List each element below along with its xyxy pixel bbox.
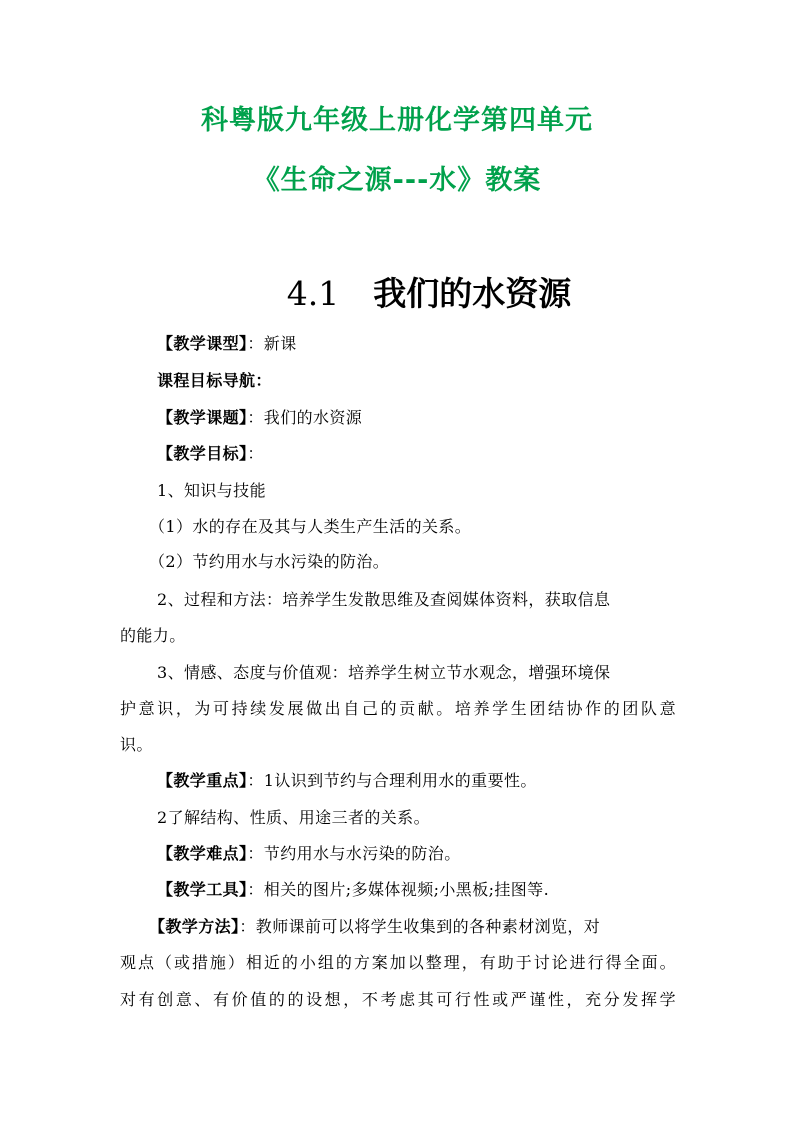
difficult-points-value: ：节约用水与水污染的防治。: [247, 844, 461, 863]
teaching-method-line1: ：教师课前可以将学生收集到的各种素材浏览，对: [239, 917, 601, 936]
teaching-tools: [157, 877, 549, 900]
section-title: 我们的水资源: [373, 274, 572, 313]
goal-1: 1、知识与技能: [157, 481, 266, 500]
teaching-tools-label: 【教学工具】: [157, 880, 248, 899]
teaching-method-line3: 对有创意、有价值的的设想，不考虑其可行性或严谨性，充分发挥学: [120, 990, 676, 1009]
section-number: 4.1: [286, 274, 340, 313]
teaching-tools-value: ：相关的图片;多媒体视频;小黑板;挂图等.: [247, 880, 550, 899]
document-title-line1: 科粤版九年级上册化学第四单元: [201, 105, 593, 136]
teaching-method-line2: 观点（或措施）相近的小组的方案加以整理，有助于讨论进行得全面。: [120, 953, 676, 972]
goal-1a: （1）水的存在及其与人类生产生活的关系。: [149, 517, 472, 536]
difficult-points-label: 【教学难点】: [157, 844, 248, 863]
key-points-label: 【教学重点】: [157, 771, 248, 790]
goal-1b: （2）节约用水与水污染的防治。: [149, 552, 390, 571]
goal-3-line3: 识。: [120, 735, 153, 754]
goal-3-line1: 3、情感、态度与价值观：培养学生树立节水观念，增强环境保: [157, 663, 611, 682]
key-points-2: 2了解结构、性质、用途三者的关系。: [157, 808, 430, 827]
key-points: [157, 768, 537, 791]
goal-2-line2: 的能力。: [120, 626, 186, 645]
lesson-topic-value: ：我们的水资源: [247, 408, 363, 427]
document-title-line2: 《生命之源---水》教案: [252, 165, 542, 196]
lesson-type-label: 【教学课型】: [157, 334, 248, 353]
lesson-goals: [157, 441, 264, 464]
teaching-method: [149, 914, 600, 937]
lesson-goals-value: ：: [247, 444, 264, 463]
lesson-topic-label: 【教学课题】: [157, 408, 248, 427]
lesson-goals-label: 【教学目标】: [157, 444, 248, 463]
lesson-topic: [157, 405, 362, 428]
lesson-type-value: ：新课: [247, 334, 297, 353]
lesson-type: [157, 331, 297, 354]
section-heading: [0, 268, 794, 315]
goal-3-line2: 护意识，为可持续发展做出自己的贡献。培养学生团结协作的团队意: [120, 699, 676, 718]
key-points-value: ：1认识到节约与合理利用水的重要性。: [247, 771, 537, 790]
teaching-method-label: 【教学方法】: [149, 917, 240, 936]
difficult-points: [157, 841, 461, 864]
goal-2-line1: 2、过程和方法：培养学生发散思维及查阅媒体资料，获取信息: [157, 590, 611, 609]
course-goal-nav: 课程目标导航：: [157, 371, 272, 390]
